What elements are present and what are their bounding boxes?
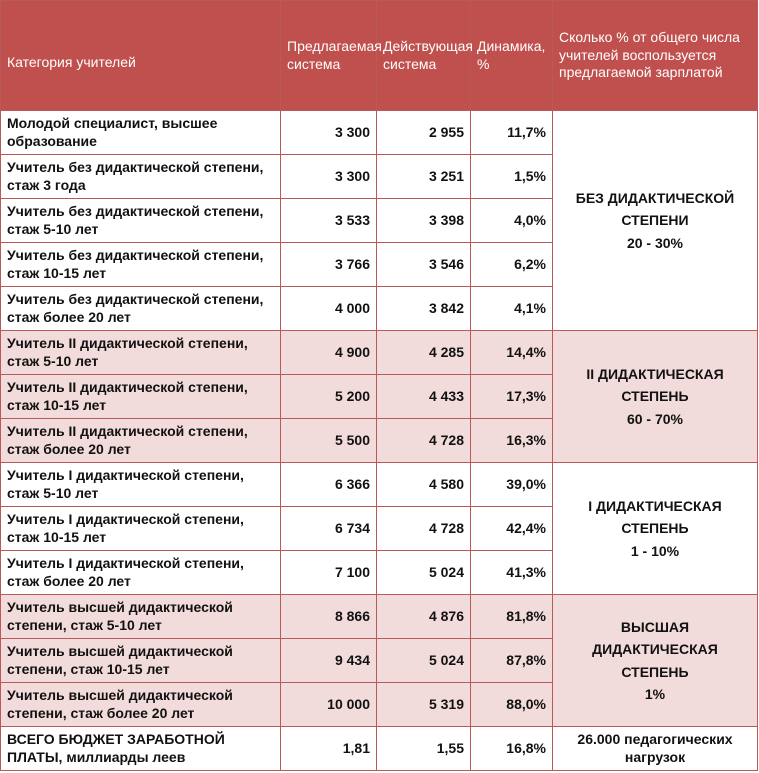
proposed-cell: 9 434	[281, 639, 377, 683]
table-row	[1, 463, 758, 507]
category-cell: Учитель I дидактической степени, стаж 5-10 лет	[1, 463, 281, 507]
table-row	[1, 595, 758, 639]
category-cell: Учитель без дидактической степени, стаж 10-15 лет	[1, 243, 281, 287]
current-cell: 5 319	[377, 683, 471, 727]
dynamics-cell: 6,2%	[471, 243, 553, 287]
current-cell: 2 955	[377, 111, 471, 155]
category-cell: Учитель II дидактической степени, стаж более 20 лет	[1, 419, 281, 463]
dynamics-cell: 17,3%	[471, 375, 553, 419]
dynamics-cell: 41,3%	[471, 551, 553, 595]
proposed-cell: 4 000	[281, 287, 377, 331]
group-share-cell: ВЫСШАЯ ДИДАКТИЧЕСКАЯ СТЕПЕНЬ 1%	[553, 595, 758, 727]
current-cell: 3 398	[377, 199, 471, 243]
dynamics-cell: 14,4%	[471, 331, 553, 375]
proposed-cell: 3 766	[281, 243, 377, 287]
proposed-cell: 6 734	[281, 507, 377, 551]
category-cell: Учитель высшей дидактической степени, стаж 5-10 лет	[1, 595, 281, 639]
proposed-cell: 8 866	[281, 595, 377, 639]
dynamics-cell: 16,3%	[471, 419, 553, 463]
proposed-cell: 5 500	[281, 419, 377, 463]
dynamics-cell: 11,7%	[471, 111, 553, 155]
group-share-cell: БЕЗ ДИДАКТИЧЕСКОЙ СТЕПЕНИ 20 - 30%	[553, 111, 758, 331]
dynamics-cell: 4,1%	[471, 287, 553, 331]
current-cell: 3 842	[377, 287, 471, 331]
total-row	[1, 727, 758, 771]
category-cell: Учитель I дидактической степени, стаж более 20 лет	[1, 551, 281, 595]
group-share-cell: II ДИДАКТИЧЕСКАЯ СТЕПЕНЬ 60 - 70%	[553, 331, 758, 463]
proposed-cell: 3 300	[281, 155, 377, 199]
group-share-cell: I ДИДАКТИЧЕСКАЯ СТЕПЕНЬ 1 - 10%	[553, 463, 758, 595]
current-cell: 4 285	[377, 331, 471, 375]
header-share: Сколько % от общего числа учителей воспользуется предлагаемой зарплатой	[553, 1, 758, 111]
proposed-cell: 3 533	[281, 199, 377, 243]
current-cell: 3 546	[377, 243, 471, 287]
current-cell: 4 433	[377, 375, 471, 419]
dynamics-cell: 39,0%	[471, 463, 553, 507]
current-cell: 4 728	[377, 419, 471, 463]
dynamics-cell: 42,4%	[471, 507, 553, 551]
total-current-cell: 1,55	[377, 727, 471, 771]
category-cell: Учитель без дидактической степени, стаж более 20 лет	[1, 287, 281, 331]
category-cell: Учитель без дидактической степени, стаж 5-10 лет	[1, 199, 281, 243]
dynamics-cell: 87,8%	[471, 639, 553, 683]
dynamics-cell: 1,5%	[471, 155, 553, 199]
table-body	[1, 111, 758, 771]
dynamics-cell: 81,8%	[471, 595, 553, 639]
header-dynamics: Динамика, %	[471, 1, 553, 111]
category-cell: Молодой специалист, высшее образование	[1, 111, 281, 155]
header-row	[1, 1, 758, 111]
proposed-cell: 4 900	[281, 331, 377, 375]
header-current: Действующая система	[377, 1, 471, 111]
table-row	[1, 111, 758, 155]
proposed-cell: 3 300	[281, 111, 377, 155]
total-category-cell: ВСЕГО БЮДЖЕТ ЗАРАБОТНОЙ ПЛАТЫ, миллиарды леев	[1, 727, 281, 771]
current-cell: 5 024	[377, 551, 471, 595]
current-cell: 4 728	[377, 507, 471, 551]
category-cell: Учитель II дидактической степени, стаж 5-10 лет	[1, 331, 281, 375]
category-cell: Учитель без дидактической степени, стаж 3 года	[1, 155, 281, 199]
proposed-cell: 10 000	[281, 683, 377, 727]
category-cell: Учитель II дидактической степени, стаж 10-15 лет	[1, 375, 281, 419]
header-category: Категория учителей	[1, 1, 281, 111]
current-cell: 5 024	[377, 639, 471, 683]
dynamics-cell: 88,0%	[471, 683, 553, 727]
header-proposed: Предлагаемая система	[281, 1, 377, 111]
proposed-cell: 5 200	[281, 375, 377, 419]
current-cell: 3 251	[377, 155, 471, 199]
proposed-cell: 6 366	[281, 463, 377, 507]
proposed-cell: 7 100	[281, 551, 377, 595]
total-note-cell: 26.000 педагогических нагрузок	[553, 727, 758, 771]
current-cell: 4 580	[377, 463, 471, 507]
category-cell: Учитель высшей дидактической степени, стаж 10-15 лет	[1, 639, 281, 683]
dynamics-cell: 4,0%	[471, 199, 553, 243]
total-proposed-cell: 1,81	[281, 727, 377, 771]
current-cell: 4 876	[377, 595, 471, 639]
category-cell: Учитель I дидактической степени, стаж 10-15 лет	[1, 507, 281, 551]
table-row	[1, 331, 758, 375]
category-cell: Учитель высшей дидактической степени, стаж более 20 лет	[1, 683, 281, 727]
total-dynamics-cell: 16,8%	[471, 727, 553, 771]
